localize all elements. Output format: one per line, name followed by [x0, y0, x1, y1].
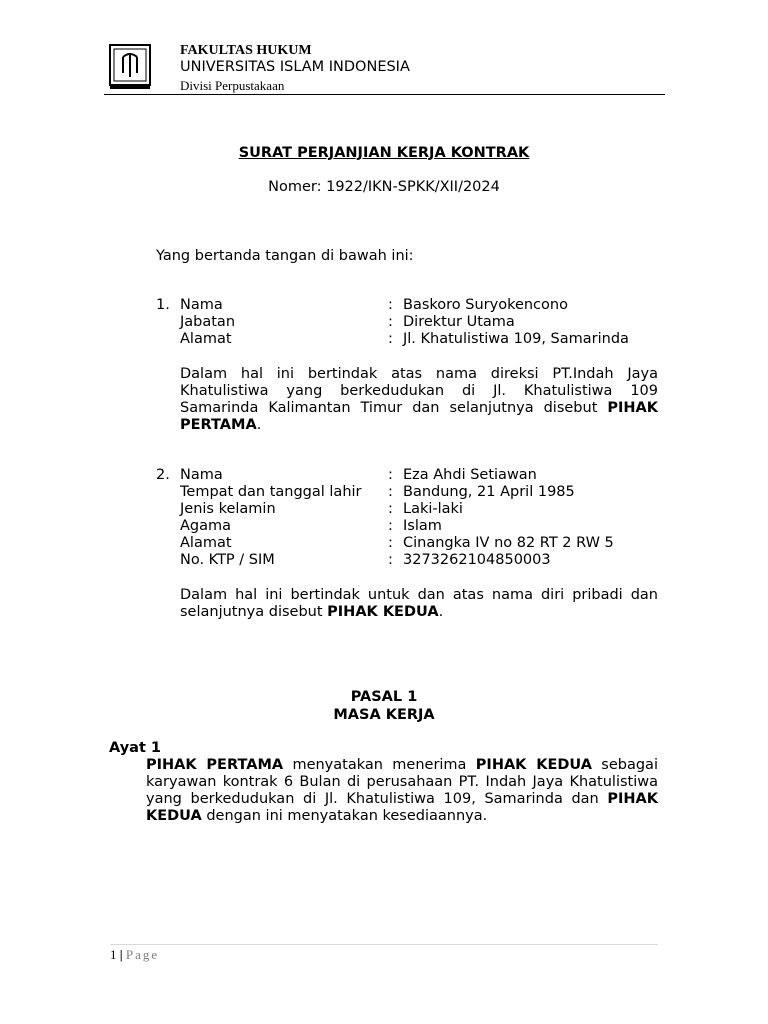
- party2-statement-end: .: [438, 604, 444, 620]
- footer-divider: [110, 944, 658, 945]
- party2-value: Islam: [403, 518, 442, 534]
- party2-value: Eza Ahdi Setiawan: [403, 467, 537, 483]
- party2-statement-text: Dalam hal ini bertindak untuk dan atas nama diri pribadi dan selanjutnya disebut: [180, 587, 658, 620]
- party1-label: Alamat: [180, 331, 232, 347]
- document-number: Nomer: 1922/IKN-SPKK/XII/2024: [268, 179, 500, 195]
- header-divider: [104, 94, 665, 95]
- party1-value: Baskoro Suryokencono: [403, 297, 568, 313]
- page-separator: |: [119, 947, 123, 962]
- party2-role: PIHAK KEDUA: [327, 604, 439, 620]
- party2-separator: :: [388, 518, 393, 534]
- party1-number: 1.: [156, 297, 170, 313]
- party1-separator: :: [388, 297, 393, 313]
- ayat-text-part1: menyatakan menerima: [283, 757, 476, 773]
- party1-label: Jabatan: [180, 314, 236, 330]
- ayat-text-part3: dengan ini menyatakan kesediaannya.: [201, 808, 488, 824]
- division-name: Divisi Perpustakaan: [180, 78, 285, 93]
- party1-label: Nama: [180, 297, 223, 313]
- document-title: SURAT PERJANJIAN KERJA KONTRAK: [238, 145, 530, 161]
- party2-value: Bandung, 21 April 1985: [403, 484, 575, 500]
- party1-value: Direktur Utama: [403, 314, 515, 330]
- party2-separator: :: [388, 484, 393, 500]
- university-logo: [107, 43, 153, 91]
- party1-role: PIHAK PERTAMA: [180, 400, 658, 433]
- pasal-subtitle: MASA KERJA: [333, 707, 435, 723]
- party1-statement: [180, 366, 658, 434]
- page-label: Page: [125, 947, 160, 962]
- party2-value: Cinangka IV no 82 RT 2 RW 5: [403, 535, 614, 551]
- pasal-title: PASAL 1: [350, 689, 418, 705]
- page-footer: [110, 947, 159, 963]
- party2-separator: :: [388, 467, 393, 483]
- ayat-text: [146, 757, 658, 825]
- party2-label: Tempat dan tanggal lahir: [180, 484, 362, 500]
- party2-statement: [180, 587, 658, 621]
- party1-statement-end: .: [256, 417, 262, 433]
- party2-separator: :: [388, 535, 393, 551]
- ayat-label: Ayat 1: [109, 740, 162, 756]
- party2-label: No. KTP / SIM: [180, 552, 275, 568]
- party2-number: 2.: [156, 467, 170, 483]
- ayat-party-second-again: PIHAK KEDUA: [146, 791, 658, 824]
- party2-label: Jenis kelamin: [180, 501, 276, 517]
- ayat-party-first: PIHAK PERTAMA: [146, 757, 284, 773]
- party2-value: Laki-laki: [403, 501, 463, 517]
- ayat-text-part2: sebagai karyawan kontrak 6 Bulan di perusahaan PT. Indah Jaya Khatulistiwa yang berkedudukan di Jl. Khatulistiwa 109, Samarinda dan: [146, 757, 658, 807]
- party1-statement-text: Dalam hal ini bertindak atas nama direksi PT.Indah Jaya Khatulistiwa yang berkedudukan di Jl. Khatulistiwa 109 Samarinda Kalimantan Timur dan selanjutnya disebut: [180, 366, 658, 416]
- party1-value: Jl. Khatulistiwa 109, Samarinda: [403, 331, 629, 347]
- party1-separator: :: [388, 314, 393, 330]
- faculty-name: FAKULTAS HUKUM: [180, 43, 312, 58]
- page-number: 1: [110, 947, 117, 962]
- intro-text: Yang bertanda tangan di bawah ini:: [156, 248, 414, 264]
- party2-separator: :: [388, 501, 393, 517]
- party2-separator: :: [388, 552, 393, 568]
- party1-separator: :: [388, 331, 393, 347]
- university-name: UNIVERSITAS ISLAM INDONESIA: [180, 59, 410, 75]
- party2-label: Nama: [180, 467, 223, 483]
- ayat-party-second: PIHAK KEDUA: [475, 757, 592, 773]
- party2-label: Agama: [180, 518, 232, 534]
- party2-value: 3273262104850003: [403, 552, 551, 568]
- party2-label: Alamat: [180, 535, 232, 551]
